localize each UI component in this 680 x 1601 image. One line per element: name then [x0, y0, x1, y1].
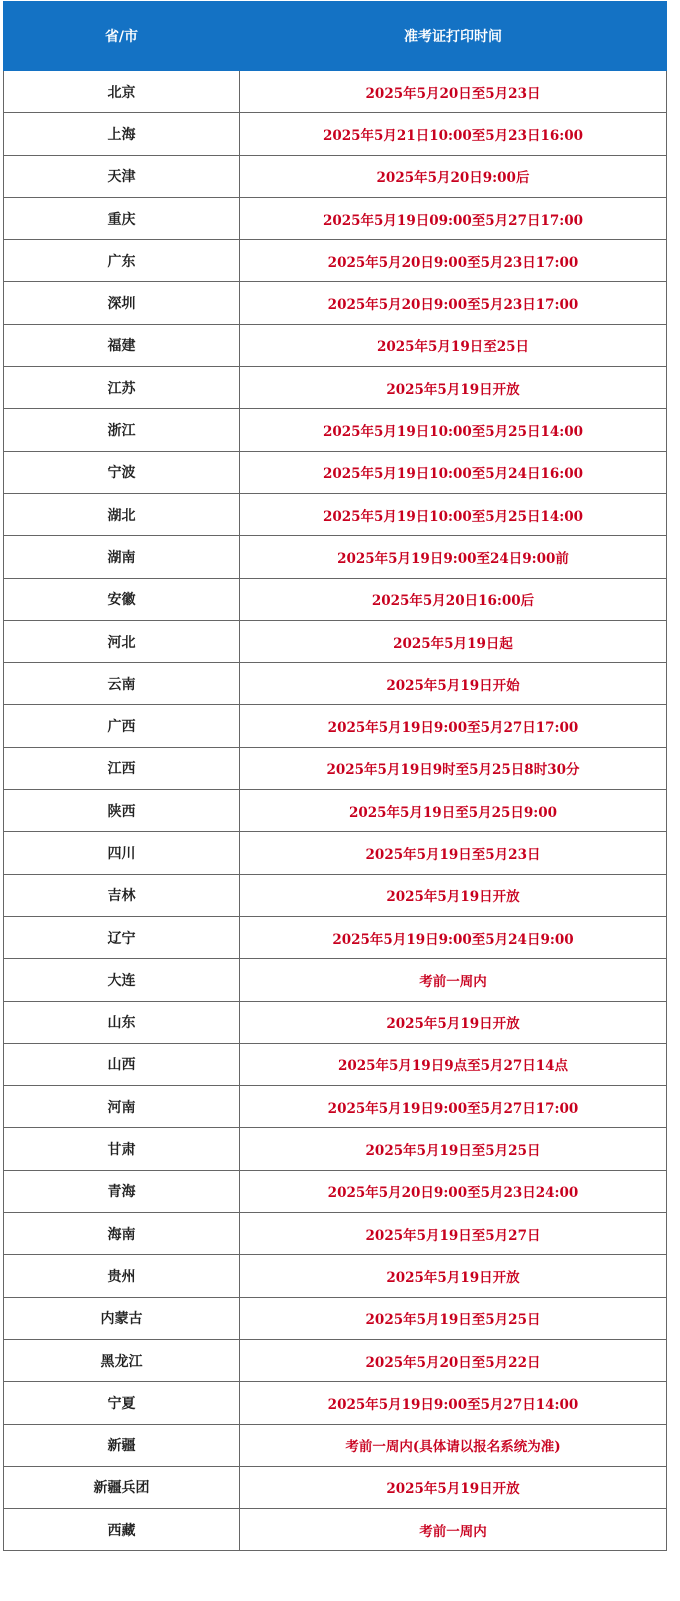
province-cell: 北京: [4, 71, 240, 113]
province-cell: 贵州: [4, 1255, 240, 1297]
province-cell: 新疆兵团: [4, 1466, 240, 1508]
table-row: [4, 620, 667, 662]
province-cell: 吉林: [4, 874, 240, 916]
print-time-cell: 考前一周内(具体请以报名系统为准): [240, 1424, 667, 1466]
province-cell: 海南: [4, 1213, 240, 1255]
table-row: [4, 832, 667, 874]
province-cell: 云南: [4, 663, 240, 705]
table-row: [4, 1382, 667, 1424]
province-cell: 重庆: [4, 197, 240, 239]
print-time-cell: 2025年5月19日9点至5月27日14点: [240, 1043, 667, 1085]
print-time-cell: 2025年5月19日10:00至5月25日14:00: [240, 409, 667, 451]
province-cell: 河北: [4, 620, 240, 662]
table-row: [4, 367, 667, 409]
print-time-cell: 2025年5月19日起: [240, 620, 667, 662]
province-cell: 黑龙江: [4, 1339, 240, 1381]
table-row: [4, 1128, 667, 1170]
table-row: [4, 1509, 667, 1551]
table-row: [4, 874, 667, 916]
print-time-cell: 2025年5月19日10:00至5月25日14:00: [240, 493, 667, 535]
print-time-cell: 考前一周内: [240, 959, 667, 1001]
table-row: [4, 493, 667, 535]
table-row: [4, 324, 667, 366]
print-time-cell: 2025年5月20日9:00后: [240, 155, 667, 197]
print-time-cell: 考前一周内: [240, 1509, 667, 1551]
print-time-cell: 2025年5月20日9:00至5月23日17:00: [240, 240, 667, 282]
table-header: [4, 2, 667, 71]
province-cell: 辽宁: [4, 916, 240, 958]
table-row: [4, 409, 667, 451]
table-row: [4, 1213, 667, 1255]
province-cell: 内蒙古: [4, 1297, 240, 1339]
province-cell: 深圳: [4, 282, 240, 324]
table-row: [4, 71, 667, 113]
print-time-cell: 2025年5月19日至5月25日: [240, 1128, 667, 1170]
print-time-cell: 2025年5月19日开放: [240, 367, 667, 409]
print-time-cell: 2025年5月19日9:00至5月27日14:00: [240, 1382, 667, 1424]
table-row: [4, 705, 667, 747]
table-row: [4, 578, 667, 620]
table-row: [4, 113, 667, 155]
table-row: [4, 1170, 667, 1212]
print-time-cell: 2025年5月19日9:00至24日9:00前: [240, 536, 667, 578]
header-province: 省/市: [4, 2, 240, 71]
table-row: [4, 663, 667, 705]
province-cell: 湖北: [4, 493, 240, 535]
province-cell: 江西: [4, 747, 240, 789]
province-cell: 新疆: [4, 1424, 240, 1466]
province-cell: 浙江: [4, 409, 240, 451]
print-time-cell: 2025年5月20日至5月23日: [240, 71, 667, 113]
table-row: [4, 282, 667, 324]
print-time-cell: 2025年5月19日开放: [240, 1466, 667, 1508]
province-cell: 青海: [4, 1170, 240, 1212]
print-time-cell: 2025年5月19日至5月25日: [240, 1297, 667, 1339]
table-row: [4, 1424, 667, 1466]
province-cell: 广西: [4, 705, 240, 747]
province-cell: 宁波: [4, 451, 240, 493]
print-time-cell: 2025年5月19日开始: [240, 663, 667, 705]
admission-ticket-print-time-table: [3, 1, 667, 1551]
province-cell: 广东: [4, 240, 240, 282]
table-row: [4, 1043, 667, 1085]
print-time-cell: 2025年5月21日10:00至5月23日16:00: [240, 113, 667, 155]
print-time-cell: 2025年5月20日9:00至5月23日17:00: [240, 282, 667, 324]
province-cell: 宁夏: [4, 1382, 240, 1424]
print-time-cell: 2025年5月19日9:00至5月27日17:00: [240, 1086, 667, 1128]
province-cell: 大连: [4, 959, 240, 1001]
table-row: [4, 1255, 667, 1297]
print-time-cell: 2025年5月19日开放: [240, 1255, 667, 1297]
print-time-cell: 2025年5月20日9:00至5月23日24:00: [240, 1170, 667, 1212]
print-time-cell: 2025年5月19日至25日: [240, 324, 667, 366]
table-row: [4, 959, 667, 1001]
table-row: [4, 916, 667, 958]
table-row: [4, 1297, 667, 1339]
table-row: [4, 536, 667, 578]
province-cell: 陕西: [4, 790, 240, 832]
table-body: [4, 71, 667, 1551]
province-cell: 福建: [4, 324, 240, 366]
print-time-cell: 2025年5月19日9:00至5月27日17:00: [240, 705, 667, 747]
province-cell: 四川: [4, 832, 240, 874]
print-time-cell: 2025年5月19日9:00至5月24日9:00: [240, 916, 667, 958]
print-time-cell: 2025年5月20日至5月22日: [240, 1339, 667, 1381]
province-cell: 山西: [4, 1043, 240, 1085]
table-row: [4, 1466, 667, 1508]
table-row: [4, 1086, 667, 1128]
province-cell: 天津: [4, 155, 240, 197]
header-row: [4, 2, 667, 71]
table-row: [4, 155, 667, 197]
table-row: [4, 747, 667, 789]
table-row: [4, 240, 667, 282]
province-cell: 甘肃: [4, 1128, 240, 1170]
province-cell: 安徽: [4, 578, 240, 620]
print-time-cell: 2025年5月19日至5月27日: [240, 1213, 667, 1255]
print-time-cell: 2025年5月19日开放: [240, 874, 667, 916]
table-row: [4, 790, 667, 832]
print-time-cell: 2025年5月20日16:00后: [240, 578, 667, 620]
header-print-time: 准考证打印时间: [240, 2, 667, 71]
print-time-cell: 2025年5月19日09:00至5月27日17:00: [240, 197, 667, 239]
province-cell: 上海: [4, 113, 240, 155]
table-row: [4, 1339, 667, 1381]
print-time-cell: 2025年5月19日9时至5月25日8时30分: [240, 747, 667, 789]
print-time-cell: 2025年5月19日至5月23日: [240, 832, 667, 874]
table-row: [4, 197, 667, 239]
province-cell: 河南: [4, 1086, 240, 1128]
print-time-cell: 2025年5月19日开放: [240, 1001, 667, 1043]
province-cell: 江苏: [4, 367, 240, 409]
print-time-cell: 2025年5月19日至5月25日9:00: [240, 790, 667, 832]
table-row: [4, 1001, 667, 1043]
table-row: [4, 451, 667, 493]
province-cell: 西藏: [4, 1509, 240, 1551]
province-cell: 山东: [4, 1001, 240, 1043]
print-time-cell: 2025年5月19日10:00至5月24日16:00: [240, 451, 667, 493]
province-cell: 湖南: [4, 536, 240, 578]
